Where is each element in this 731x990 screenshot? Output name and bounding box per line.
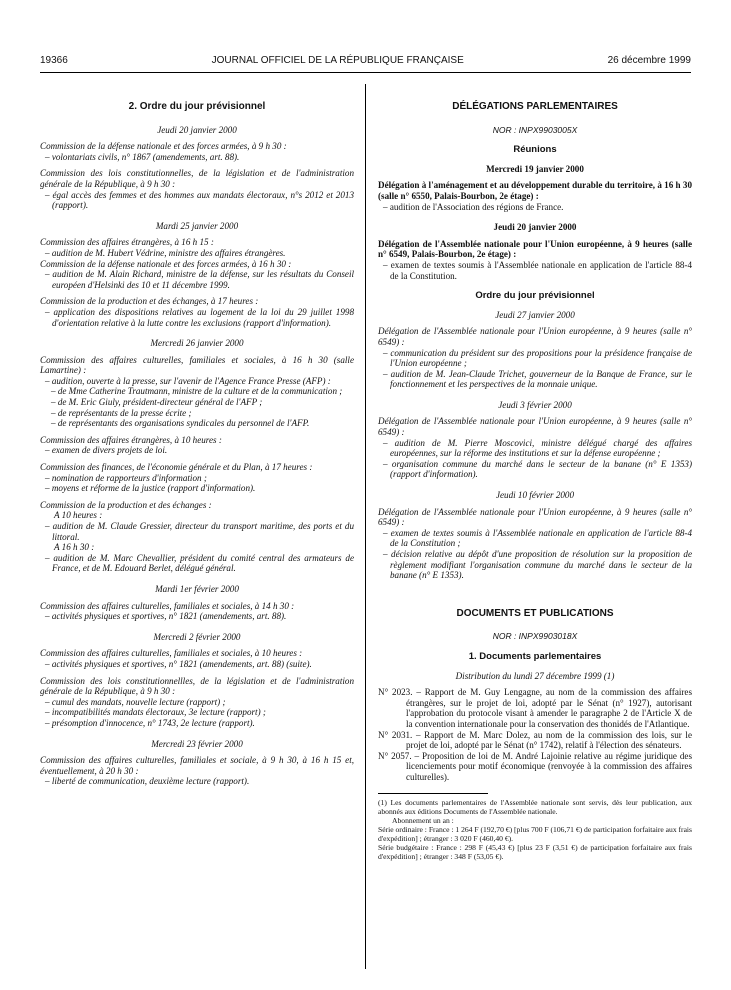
agenda-item: – organisation commune du marché dans le secteur de la banane (n° E 1353) (rapport d'information). — [383, 458, 692, 480]
agenda-item: – moyens et réforme de la justice (rapport d'information). — [45, 483, 256, 494]
delegation: Délégation à l'aménagement et au développement durable du territoire, à 16 h 30 (salle n° 6550, Palais-Bourbon, 2e étage) : — [378, 180, 692, 201]
running-header — [40, 55, 691, 71]
agenda-item: – communication du président sur des propositions pour la présidence française de l'Union européenne ; — [383, 347, 692, 369]
date-heading: Jeudi 3 février 2000 — [498, 399, 572, 410]
footnote: Série ordinaire : France : 1 264 F (192,70 €) [plus 700 F (106,71 €) de participation forfaitaire aux frais d'expédition] ; étranger : 3 020 F (460,40 €). — [378, 824, 693, 843]
delegation: Délégation de l'Assemblée nationale pour l'Union européenne, à 9 heures (salle n° 6549) : — [378, 506, 692, 528]
commission: Commission des affaires étrangères, à 10 heures : — [40, 434, 222, 445]
section-title-delegations: DÉLÉGATIONS PARLEMENTAIRES — [452, 101, 618, 112]
subsection-reunions: Réunions — [513, 144, 557, 156]
right-column — [378, 102, 692, 861]
distribution-line: Distribution du lundi 27 décembre 1999 (1) — [455, 670, 615, 681]
agenda-item: – audition de M. Pierre Moscovici, ministre délégué chargé des affaires européennes, sur la réforme des institutions et sur la défense européenne ; — [383, 437, 692, 459]
header-date: 26 décembre 1999 — [607, 55, 691, 66]
delegation: Délégation de l'Assemblée nationale pour l'Union européenne, à 9 heures (salle n° 6549, Palais-Bourbon, 2e étage) : — [378, 238, 692, 260]
agenda-item: – liberté de communication, deuxième lecture (rapport). — [45, 776, 250, 787]
agenda-item: – audition de M. Alain Richard, ministre de la défense, sur les résultats du Conseil européen d'Helsinki des 10 et 11 décembre 1999. — [45, 269, 354, 290]
commission: Commission des lois constitutionnellles, de la législation et de l'administration générale de la République, à 9 h 30 : — [40, 675, 354, 697]
subsection-documents: 1. Documents parlementaires — [468, 650, 602, 662]
agenda-item: – examen de textes soumis à l'Assemblée nationale en application de l'article 88-4 de la Constitution. — [383, 259, 692, 281]
date-heading: Mercredi 26 janvier 2000 — [150, 338, 244, 349]
date-heading: Mercredi 2 février 2000 — [153, 631, 241, 642]
agenda-subitem: – de représentants des organisations syndicales du personnel de l'AFP. — [51, 418, 310, 429]
commission: Commission des affaires étrangères, à 16 h 15 : — [40, 237, 214, 248]
left-column — [40, 102, 354, 787]
commission: Commission de la production et des échanges : — [40, 499, 212, 510]
agenda-subitem: – de représentants de la presse écrite ; — [51, 407, 192, 418]
agenda-item: – application des dispositions relatives au logement de la loi du 29 juillet 1998 d'orientation relative à la lutte contre les exclusions (rapport d'information). — [45, 306, 354, 328]
journal-title: JOURNAL OFFICIEL DE LA RÉPUBLIQUE FRANÇAISE — [211, 55, 464, 66]
date-heading: Mardi 1er février 2000 — [155, 583, 239, 594]
agenda-subitem: – de M. Eric Giuly, président-directeur général de l'AFP ; — [51, 397, 263, 408]
date-heading: Jeudi 20 janvier 2000 — [157, 124, 237, 135]
page-number: 19366 — [40, 55, 68, 66]
footnote-rule — [378, 793, 488, 794]
footnote: Série budgétaire : France : 298 F (45,43 €) [plus 23 F (3,51 €) de participation forfaitaire aux frais d'expédition] ; étranger : 348 F (53,05 €). — [378, 842, 692, 861]
time-label: A 10 heures : — [54, 510, 103, 521]
date-heading: Jeudi 20 janvier 2000 — [493, 222, 577, 233]
commission: Commission de la défense nationale et des forces armées, à 9 h 30 : — [40, 141, 287, 152]
agenda-item: – audition de M. Jean-Claude Trichet, gouverneur de la Banque de France, sur le fonctionnement et les perspectives de la monnaie unique. — [383, 368, 692, 390]
commission: Commission de la production et des échanges, à 17 heures : — [40, 296, 259, 307]
nor-reference: NOR : INPX9903005X — [492, 124, 578, 135]
agenda-item: – cumul des mandats, nouvelle lecture (rapport) ; — [45, 696, 226, 707]
agenda-item: – audition de l'Association des régions de France. — [383, 201, 564, 212]
date-heading: Jeudi 27 janvier 2000 — [495, 309, 575, 320]
section-title-documents: DOCUMENTS ET PUBLICATIONS — [456, 607, 614, 619]
commission: Commission des finances, de l'économie générale et du Plan, à 17 heures : — [40, 462, 313, 473]
footnote: Abonnement un an : — [392, 815, 454, 825]
agenda-item: – examen de textes soumis à l'Assemblée nationale en application de l'article 88-4 de la Constitution ; — [383, 527, 692, 549]
delegation: Délégation de l'Assemblée nationale pour l'Union européenne, à 9 heures (salle n° 6549) : — [378, 416, 692, 438]
date-heading: Mardi 25 janvier 2000 — [155, 220, 239, 231]
column-divider — [365, 84, 366, 969]
agenda-item: – incompatibilités mandats électoraux, 3e lecture (rapport) ; — [45, 707, 266, 718]
footnote: (1) Les documents parlementaires de l'Assemblée nationale sont servis, dès leur publication, aux abonnés aux éditions Documents de l'Assemblée nationale. — [378, 797, 692, 816]
agenda-item: – activités physiques et sportives, n° 1821 (amendements, art. 88) (suite). — [45, 658, 312, 669]
delegation: Délégation de l'Assemblée nationale pour l'Union européenne, à 9 heures (salle n° 6549) : — [378, 326, 692, 347]
header-rule — [40, 72, 691, 73]
agenda-item: – décision relative au dépôt d'une proposition de résolution sur la proposition de règlement modifiant l'organisation commune du marché dans le secteur de la banane (n° E 1353). — [383, 549, 692, 581]
document-entry: N° 2057. – Proposition de loi de M. André Lajoinie relative au régime juridique des licenciements pour motif économique (renvoyée à la commission des affaires culturelles). — [378, 750, 692, 782]
agenda-item: – examen de divers projets de loi. — [45, 445, 168, 456]
agenda-item: – audition de M. Marc Chevallier, président du comité central des armateurs de France, et de M. Edouard Berlet, délégué général. — [45, 552, 354, 574]
agenda-item: – présomption d'innocence, n° 1743, 2e lecture (rapport). — [45, 717, 255, 728]
agenda-item: – audition de M. Hubert Védrine, ministre des affaires étrangères. — [45, 247, 286, 258]
commission: Commission de la défense nationale et des forces armées, à 16 h 30 : — [40, 258, 292, 269]
commission: Commission des affaires culturelles, familiales et sociales, à 10 heures : — [40, 648, 303, 659]
section-title-ordre: 2. Ordre du jour prévisionnel — [128, 101, 266, 112]
date-heading: Mercredi 19 janvier 2000 — [486, 163, 584, 174]
commission: Commission des lois constitutionnelles, de la législation et de l'administration générale de la République, à 9 h 30 : — [40, 168, 354, 189]
nor-reference: NOR : INPX9903018X — [492, 631, 578, 642]
agenda-item: – nomination de rapporteurs d'information ; — [45, 472, 207, 483]
agenda-item: – audition, ouverte à la presse, sur l'avenir de l'Agence France Presse (AFP) : — [45, 375, 331, 386]
commission: Commission des affaires culturelles, familiales et sociales, à 14 h 30 : — [40, 600, 295, 611]
commission: Commission des affaires culturelles, familiales et sociales, à 16 h 30 (salle Lamartine) : — [40, 354, 354, 376]
document-entry: N° 2031. – Rapport de M. Marc Dolez, au nom de la commission des lois, sur le projet de loi, adopté par le Sénat (n° 1742), relatif à l'élection des sénateurs. — [378, 729, 692, 751]
time-label: A 16 h 30 : — [54, 542, 95, 553]
subsection-odj: Ordre du jour prévisionnel — [475, 290, 595, 302]
commission: Commission des affaires culturelles, familiales et sociale, à 9 h 30, à 16 h 15 et, éventuellement, à 20 h 30 : — [40, 755, 354, 776]
agenda-subitem: – de Mme Catherine Trautmann, ministre de la culture et de la communication ; — [51, 386, 343, 397]
date-heading: Mercredi 23 février 2000 — [151, 738, 243, 749]
agenda-item: – audition de M. Claude Gressier, directeur du transport maritime, des ports et du littoral. — [45, 521, 354, 542]
date-heading: Jeudi 10 février 2000 — [495, 490, 575, 501]
agenda-item: – égal accès des femmes et des hommes aux mandats électoraux, n°s 2012 et 2013 (rapport). — [45, 189, 354, 211]
agenda-item: – volontariats civils, n° 1867 (amendements, art. 88). — [45, 151, 240, 162]
agenda-item: – activités physiques et sportives, n° 1821 (amendements, art. 88). — [45, 611, 287, 622]
document-entry: N° 2023. – Rapport de M. Guy Lengagne, au nom de la commission des affaires étrangères, sur le projet de loi, adopté par le Sénat (n° 1927), autorisant l'approbation du protocole visant à amender le paragraphe 2 de l'Article X de la convention internationale pour la conservation des thonidés de l'Atlantique. — [378, 687, 692, 729]
